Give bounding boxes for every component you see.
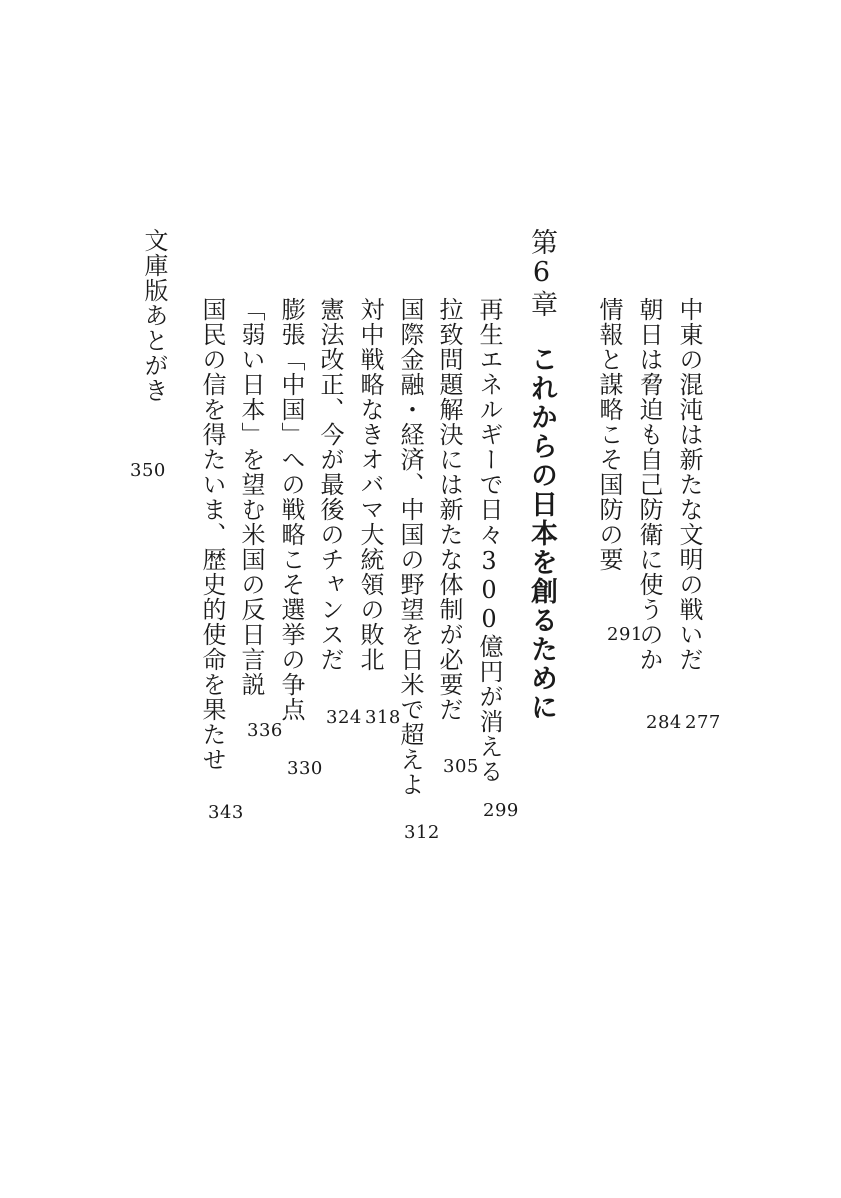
toc-entry-title: 膨張「中国」への戦略こそ選挙の争点 [277,297,305,722]
toc-entry-page: 305 [443,756,479,777]
afterword-title: 文庫版あとがき [140,228,168,403]
toc-entry-page: 277 [685,712,721,733]
toc-entry-title: 国民の信を得たいま、歴史的使命を果たせ [198,297,226,772]
toc-entry-page: 284 [646,712,682,733]
toc-entry-title: 「弱い日本」を望む米国の反日言説 [237,297,265,697]
afterword-page: 350 [130,460,166,481]
toc-entry-title: 中東の混沌は新たな文明の戦いだ [675,297,703,672]
chapter-label: 第6章 [526,228,557,319]
toc-entry-title: 対中戦略なきオバマ大統領の敗北 [356,297,384,672]
toc-entry-page: 336 [247,720,283,741]
toc-entry-title: 国際金融・経済、中国の野望を日米で超えよ [396,297,424,797]
toc-entry-title: 憲法改正、今が最後のチャンスだ [316,297,344,672]
toc-entry-page: 299 [483,800,519,821]
toc-entry-page: 291 [607,624,643,645]
toc-entry-title: 再生エネルギーで日々300億円が消える [475,297,503,784]
toc-entry-page: 343 [208,802,244,823]
toc-entry-title: 拉致問題解決には新たな体制が必要だ [435,297,463,722]
toc-entry-page: 330 [287,758,323,779]
toc-entry-page: 324 [326,707,362,728]
toc-entry-page: 318 [365,707,401,728]
chapter-heading [527,228,555,722]
toc-entry-page: 312 [404,822,440,843]
chapter-title: これからの日本を創るために [526,345,557,722]
toc-entry-title: 情報と謀略こそ国防の要 [595,297,623,572]
toc-entry-title: 朝日は脅迫も自己防衛に使うのか [635,297,663,672]
